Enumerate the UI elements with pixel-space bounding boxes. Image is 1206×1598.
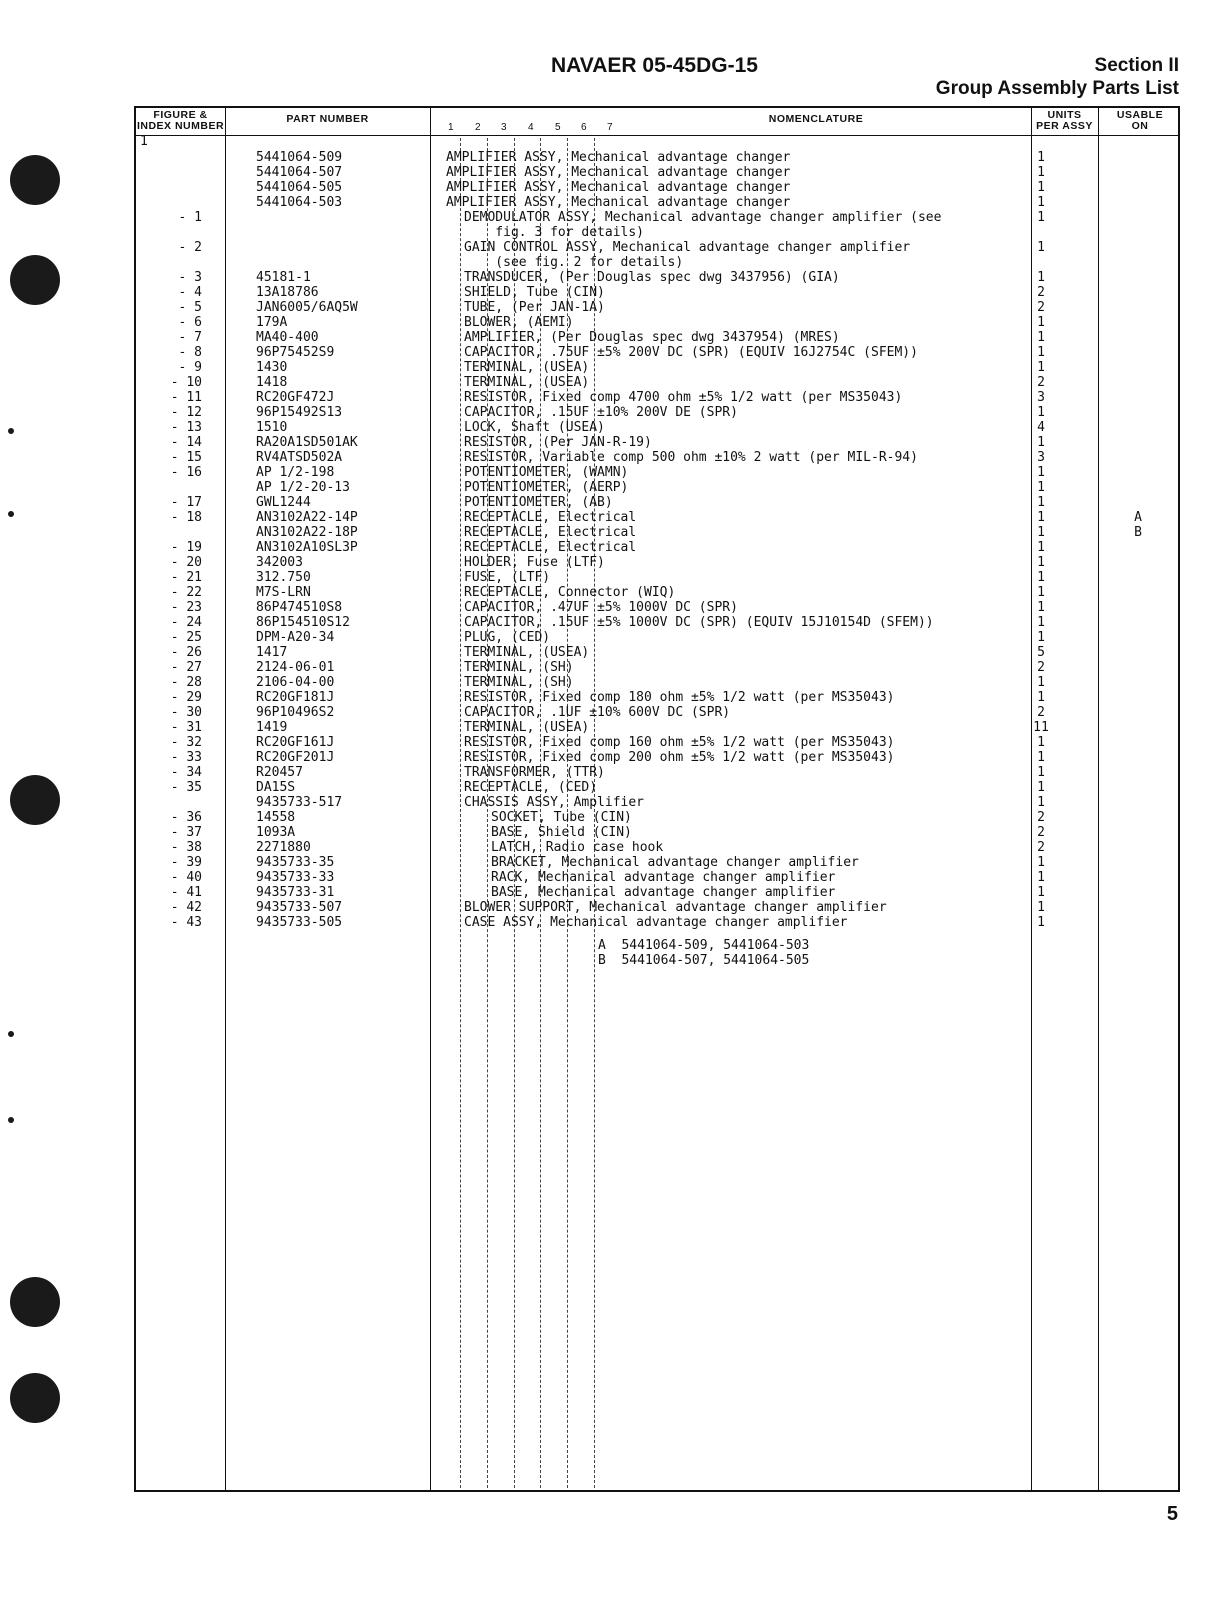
units-per-assy: 1 xyxy=(1037,750,1045,765)
page-number: 5 xyxy=(1166,1503,1178,1525)
nomenclature: LOCK, Shaft (USEA) xyxy=(464,420,605,435)
nomenclature: RECEPTACLE, Electrical xyxy=(464,540,637,555)
units-per-assy: 1 xyxy=(1037,465,1045,480)
units-per-assy: 1 xyxy=(1037,765,1045,780)
part-number: 13A18786 xyxy=(256,285,319,300)
index-number: - 6 xyxy=(178,315,202,330)
index-number: - 23 xyxy=(170,600,202,615)
part-number: M7S-LRN xyxy=(256,585,311,600)
index-number: - 39 xyxy=(170,855,202,870)
col-units-per-assy: UNITS PER ASSY xyxy=(1036,109,1093,132)
nomenclature: RESISTOR, Variable comp 500 ohm ±10% 2 watt (per MIL-R-94) xyxy=(464,450,918,465)
table-row xyxy=(136,720,1182,735)
nomenclature: FUSE, (LTF) xyxy=(464,570,551,585)
binder-hole xyxy=(10,775,60,825)
table-row xyxy=(136,255,1182,270)
units-per-assy: 1 xyxy=(1037,525,1045,540)
table-row xyxy=(136,165,1182,180)
table-row xyxy=(136,405,1182,420)
nomenclature: SHIELD, Tube (CIN) xyxy=(464,285,605,300)
index-number: - 2 xyxy=(178,240,202,255)
part-number: 342003 xyxy=(256,555,303,570)
section-header xyxy=(936,54,1179,100)
part-number: 312.750 xyxy=(256,570,311,585)
units-per-assy: 1 xyxy=(1037,915,1045,930)
part-number: 86P474510S8 xyxy=(256,600,343,615)
index-number: - 37 xyxy=(170,825,202,840)
nomenclature: BLOWER, (AEMI) xyxy=(464,315,574,330)
table-row xyxy=(136,600,1182,615)
figure-number-row xyxy=(136,134,1182,149)
units-per-assy: 2 xyxy=(1037,375,1045,390)
col-nomenclature: NOMENCLATURE xyxy=(768,113,864,125)
parts-list-table: FIGURE & INDEX NUMBER PART NUMBER 1 2 3 4 5 6 7 NOMENCLATURE UNITS PER ASSY USABLE ON 1 5441064-509 AMPLIFIER ASSY, Mechanical advantage changer 1 5441064-507 AMPLIFIER ASSY, Mechanical advantage changer 1 5441064-505 AMPLIFIER ASSY, Mechanical advantage changer 1 5441064-503 AMPLIFIER ASSY, Mechanical advantage changer 1 - 1 DEMODULATOR ASSY, Mechanical advantage changer amplifier (see 1 fig. 3 for details) - 2 GAIN CONTROL ASSY, Mechanical advantage changer amplifier 1 (see fig. 2 for details) - 3 45181-1 TRANSDUCER, (Per Douglas spec dwg 3437956) (GIA) 1 - 4 13A18786 SHIELD, Tube (CIN) 2 - 5 JAN6005/6AQ5W TUBE, (Per JAN-1A) 2 - 6 179A BLOWER, (AEMI) 1 - 7 MA40-400 AMPLIFIER, (Per Douglas spec dwg 3437954) (MRES) 1 - 8 96P75452S9 CAPACITOR, .75UF ±5% 200V DC (SPR) (EQUIV 16J2754C (SFEM)) 1 - 9 1430 TERMINAL, (USEA) 1 - 10 1418 TERMINAL, (USEA) 2 - 11 RC20GF472J RESISTOR, Fixed comp 4700 ohm ±5% 1/2 watt (per MS35043) 3 - 12 96P15492S13 CAPACITOR, .15UF ±10% 200V DE (SPR) 1 - 13 1510 LOCK, Shaft (USEA) 4 - 14 RA20A1SD501AK RESISTOR, (Per JAN-R-19) 1 - 15 RV4ATSD502A RESISTOR, Variable comp 500 ohm ±10% 2 watt (per MIL-R-94) 3 - 16 AP 1/2-198 POTENTIOMETER, (WAMN) 1 AP 1/2-20-13 POTENTIOMETER, (AERP) 1 - 17 GWL1244 POTENTIOMETER, (AB) 1 - 18 AN3102A22-14P RECEPTACLE, Electrical 1 A AN3102A22-18P RECEPTACLE, Electrical 1 B - 19 AN3102A10SL3P RECEPTACLE, Electrical 1 - 20 342003 HOLDER, Fuse (LTF) 1 - 21 312.750 FUSE, (LTF) 1 - 22 M7S-LRN RECEPTACLE, Connector (WIQ) 1 - 23 86P474510S8 CAPACITOR, .47UF ±5% 1000V DC (SPR) 1 - 24 86P154510S12 CAPACITOR, .15UF ±5% 1000V DC (SPR) (EQUIV 15J10154D (SFEM)) 1 - 25 DPM-A20-34 PLUG, (CED) 1 - 26 1417 TERMINAL, (USEA) 5 - 27 2124-06-01 TERMINAL, (SH) 2 - 28 2106-04-00 TERMINAL, (SH) 1 - 29 RC20GF181J RESISTOR, Fixed comp 180 ohm ±5% 1/2 watt (per MS35043) 1 - 30 96P10496S2 CAPACITOR, .1UF ±10% 600V DC (SPR) 2 - 31 1419 TERMINAL, (USEA) 11 - 32 RC20GF161J RESISTOR, Fixed comp 160 ohm ±5% 1/2 watt (per MS35043) 1 - 33 RC20GF201J RESISTOR, Fixed comp 200 ohm ±5% 1/2 watt (per MS35043) 1 - 34 R20457 TRANSFORMER, (TTR) 1 - 35 DA15S RECEPTACLE, (CED) 1 9435733-517 CHASSIS ASSY, Amplifier 1 - 36 14558 SOCKET, Tube (CIN) 2 - 37 1093A BASE, Shield (CIN) 2 - 38 2271880 LATCH, Radio case hook 2 - 39 9435733-35 BRACKET, Mechanical advantage changer amplifier 1 - 40 9435733-33 RACK, Mechanical advantage changer amplifier 1 - 41 9435733-31 BASE, Mechanical advantage changer amplifier 1 - 42 9435733-507 BLOWER SUPPORT, Mechanical advantage changer amplifier 1 - 43 9435733-505 CASE ASSY, Mechanical advantage changer amplifier 1 A 5441064-509, 5441064-503 B 5441064-507, 5441064-505 xyxy=(134,106,1180,1492)
part-number: 5441064-505 xyxy=(256,180,343,195)
table-row xyxy=(136,540,1182,555)
nomenclature: CAPACITOR, .15UF ±5% 1000V DC (SPR) (EQUIV 15J10154D (SFEM)) xyxy=(464,615,934,630)
units-per-assy: 2 xyxy=(1037,810,1045,825)
part-number: 9435733-33 xyxy=(256,870,335,885)
usable-on-code: B xyxy=(1134,525,1142,540)
index-number: - 1 xyxy=(178,210,202,225)
index-number: - 43 xyxy=(170,915,202,930)
units-per-assy: 1 xyxy=(1037,510,1045,525)
index-number: - 42 xyxy=(170,900,202,915)
nomenclature: HOLDER, Fuse (LTF) xyxy=(464,555,605,570)
part-number: 2271880 xyxy=(256,840,311,855)
units-per-assy: 1 xyxy=(1037,150,1045,165)
units-per-assy: 1 xyxy=(1037,270,1045,285)
nomenclature: AMPLIFIER ASSY, Mechanical advantage changer xyxy=(446,195,791,210)
table-row xyxy=(136,450,1182,465)
table-row xyxy=(136,150,1182,165)
table-row xyxy=(136,360,1182,375)
table-row xyxy=(136,690,1182,705)
table-row xyxy=(136,480,1182,495)
nomenclature: TERMINAL, (USEA) xyxy=(464,360,590,375)
index-number: - 12 xyxy=(170,405,202,420)
table-row xyxy=(136,705,1182,720)
table-row xyxy=(136,765,1182,780)
units-per-assy: 1 xyxy=(1037,885,1045,900)
units-per-assy: 1 xyxy=(1037,870,1045,885)
table-row xyxy=(136,870,1182,885)
part-number: 1510 xyxy=(256,420,288,435)
table-row xyxy=(136,300,1182,315)
part-number: AP 1/2-20-13 xyxy=(256,480,350,495)
index-number: - 4 xyxy=(178,285,202,300)
units-per-assy: 2 xyxy=(1037,300,1045,315)
nomenclature: TERMINAL, (USEA) xyxy=(464,720,590,735)
units-per-assy: 1 xyxy=(1037,195,1045,210)
part-number: AN3102A22-14P xyxy=(256,510,358,525)
nomenclature: LATCH, Radio case hook xyxy=(491,840,664,855)
nomenclature: POTENTIOMETER, (AB) xyxy=(464,495,613,510)
index-number: - 17 xyxy=(170,495,202,510)
index-number: - 13 xyxy=(170,420,202,435)
table-row xyxy=(136,825,1182,840)
table-row xyxy=(136,270,1182,285)
nomenclature: CAPACITOR, .1UF ±10% 600V DC (SPR) xyxy=(464,705,731,720)
units-per-assy: 1 xyxy=(1037,735,1045,750)
part-number: 14558 xyxy=(256,810,296,825)
units-per-assy: 1 xyxy=(1037,435,1045,450)
part-number: RC20GF161J xyxy=(256,735,335,750)
nomenclature: AMPLIFIER, (Per Douglas spec dwg 3437954) (MRES) xyxy=(464,330,840,345)
nomenclature: AMPLIFIER ASSY, Mechanical advantage changer xyxy=(446,165,791,180)
part-number: 5441064-503 xyxy=(256,195,343,210)
table-row xyxy=(136,375,1182,390)
part-number: 96P10496S2 xyxy=(256,705,335,720)
units-per-assy: 1 xyxy=(1037,180,1045,195)
index-number: - 9 xyxy=(178,360,202,375)
table-row xyxy=(136,915,1182,930)
part-number: 9435733-35 xyxy=(256,855,335,870)
units-per-assy: 5 xyxy=(1037,645,1045,660)
table-row xyxy=(136,840,1182,855)
part-number: DPM-A20-34 xyxy=(256,630,335,645)
binder-mark xyxy=(8,1031,14,1037)
nomenclature: TUBE, (Per JAN-1A) xyxy=(464,300,605,315)
table-row xyxy=(136,330,1182,345)
units-per-assy: 1 xyxy=(1037,165,1045,180)
part-number: GWL1244 xyxy=(256,495,311,510)
index-number: - 16 xyxy=(170,465,202,480)
table-row xyxy=(136,210,1182,225)
units-per-assy: 1 xyxy=(1037,675,1045,690)
units-per-assy: 2 xyxy=(1037,285,1045,300)
nomenclature: RACK, Mechanical advantage changer amplifier xyxy=(491,870,836,885)
part-number: AN3102A22-18P xyxy=(256,525,358,540)
table-row xyxy=(136,525,1182,540)
part-number: DA15S xyxy=(256,780,296,795)
figure-number: 1 xyxy=(140,134,148,149)
index-number: - 5 xyxy=(178,300,202,315)
part-number: 1093A xyxy=(256,825,296,840)
nomenclature: BRACKET, Mechanical advantage changer amplifier xyxy=(491,855,859,870)
part-number: 9435733-31 xyxy=(256,885,335,900)
units-per-assy: 1 xyxy=(1037,855,1045,870)
usable-on-code: A xyxy=(1134,510,1142,525)
units-per-assy: 1 xyxy=(1037,405,1045,420)
units-per-assy: 3 xyxy=(1037,450,1045,465)
index-number: - 32 xyxy=(170,735,202,750)
nomenclature: RESISTOR, Fixed comp 4700 ohm ±5% 1/2 watt (per MS35043) xyxy=(464,390,903,405)
nomenclature: CAPACITOR, .15UF ±10% 200V DE (SPR) xyxy=(464,405,738,420)
index-number: - 20 xyxy=(170,555,202,570)
index-number: - 7 xyxy=(178,330,202,345)
part-number: R20457 xyxy=(256,765,303,780)
nomenclature: RECEPTACLE, (CED) xyxy=(464,780,598,795)
index-number: - 38 xyxy=(170,840,202,855)
nomenclature: POTENTIOMETER, (WAMN) xyxy=(464,465,629,480)
part-number: AN3102A10SL3P xyxy=(256,540,358,555)
part-number: 9435733-507 xyxy=(256,900,343,915)
part-number: RA20A1SD501AK xyxy=(256,435,358,450)
nomenclature: CHASSIS ASSY, Amplifier xyxy=(464,795,645,810)
part-number: 5441064-507 xyxy=(256,165,343,180)
part-number: RC20GF201J xyxy=(256,750,335,765)
index-number: - 36 xyxy=(170,810,202,825)
units-per-assy: 1 xyxy=(1037,480,1045,495)
col-figure-index: FIGURE & INDEX NUMBER xyxy=(136,109,225,132)
index-number: - 11 xyxy=(170,390,202,405)
table-row xyxy=(136,345,1182,360)
units-per-assy: 1 xyxy=(1037,780,1045,795)
col-part-number: PART NUMBER xyxy=(286,113,369,125)
part-number: RC20GF472J xyxy=(256,390,335,405)
col-usable-on: USABLE ON xyxy=(1116,109,1164,132)
usable-note-a: A 5441064-509, 5441064-503 xyxy=(598,938,810,953)
part-number: 86P154510S12 xyxy=(256,615,350,630)
table-row xyxy=(136,180,1182,195)
index-number: - 35 xyxy=(170,780,202,795)
units-per-assy: 11 xyxy=(1033,720,1049,735)
index-number: - 21 xyxy=(170,570,202,585)
part-number: JAN6005/6AQ5W xyxy=(256,300,358,315)
nomenclature: TRANSFORMER, (TTR) xyxy=(464,765,605,780)
nomenclature: CAPACITOR, .47UF ±5% 1000V DC (SPR) xyxy=(464,600,738,615)
index-number: - 40 xyxy=(170,870,202,885)
nomenclature: RECEPTACLE, Electrical xyxy=(464,525,637,540)
table-row xyxy=(136,195,1182,210)
part-number: 1419 xyxy=(256,720,288,735)
nomenclature: DEMODULATOR ASSY, Mechanical advantage changer amplifier (see xyxy=(464,210,942,225)
usable-note-b: B 5441064-507, 5441064-505 xyxy=(598,953,810,968)
units-per-assy: 2 xyxy=(1037,825,1045,840)
binder-hole xyxy=(10,155,60,205)
nomenclature: BASE, Shield (CIN) xyxy=(491,825,632,840)
binder-mark xyxy=(8,1117,14,1123)
part-number: RC20GF181J xyxy=(256,690,335,705)
nomenclature: RESISTOR, Fixed comp 200 ohm ±5% 1/2 watt (per MS35043) xyxy=(464,750,895,765)
units-per-assy: 1 xyxy=(1037,615,1045,630)
units-per-assy: 1 xyxy=(1037,360,1045,375)
part-number: 45181-1 xyxy=(256,270,311,285)
nomenclature: RECEPTACLE, Electrical xyxy=(464,510,637,525)
units-per-assy: 1 xyxy=(1037,630,1045,645)
units-per-assy: 1 xyxy=(1037,240,1045,255)
part-number: MA40-400 xyxy=(256,330,319,345)
index-number: - 26 xyxy=(170,645,202,660)
units-per-assy: 2 xyxy=(1037,660,1045,675)
nomenclature: TERMINAL, (SH) xyxy=(464,660,574,675)
units-per-assy: 1 xyxy=(1037,540,1045,555)
index-number: - 3 xyxy=(178,270,202,285)
nomenclature: RESISTOR, Fixed comp 160 ohm ±5% 1/2 watt (per MS35043) xyxy=(464,735,895,750)
index-number: - 28 xyxy=(170,675,202,690)
nomenclature: POTENTIOMETER, (AERP) xyxy=(464,480,629,495)
index-number: - 10 xyxy=(170,375,202,390)
part-number: 1417 xyxy=(256,645,288,660)
index-number: - 25 xyxy=(170,630,202,645)
table-row xyxy=(136,585,1182,600)
nomenclature: CAPACITOR, .75UF ±5% 200V DC (SPR) (EQUIV 16J2754C (SFEM)) xyxy=(464,345,918,360)
section-label: Section II xyxy=(1094,55,1179,76)
table-row xyxy=(136,495,1182,510)
index-number: - 24 xyxy=(170,615,202,630)
nomenclature: BASE, Mechanical advantage changer amplifier xyxy=(491,885,836,900)
units-per-assy: 1 xyxy=(1037,585,1045,600)
part-number: RV4ATSD502A xyxy=(256,450,343,465)
section-title: Group Assembly Parts List xyxy=(935,78,1179,99)
index-number: - 14 xyxy=(170,435,202,450)
table-row xyxy=(136,435,1182,450)
nomenclature: TERMINAL, (USEA) xyxy=(464,645,590,660)
units-per-assy: 3 xyxy=(1037,390,1045,405)
units-per-assy: 1 xyxy=(1037,900,1045,915)
nomenclature: AMPLIFIER ASSY, Mechanical advantage changer xyxy=(446,180,791,195)
units-per-assy: 4 xyxy=(1037,420,1045,435)
index-number: - 41 xyxy=(170,885,202,900)
binder-hole xyxy=(10,255,60,305)
index-number: - 15 xyxy=(170,450,202,465)
table-row xyxy=(136,630,1182,645)
table-row xyxy=(136,810,1182,825)
part-number: 9435733-517 xyxy=(256,795,343,810)
table-row xyxy=(136,225,1182,240)
table-row xyxy=(136,750,1182,765)
table-row xyxy=(136,315,1182,330)
units-per-assy: 1 xyxy=(1037,690,1045,705)
table-row xyxy=(136,390,1182,405)
table-row xyxy=(136,510,1182,525)
binder-hole xyxy=(10,1277,60,1327)
table-row xyxy=(136,645,1182,660)
nomenclature: AMPLIFIER ASSY, Mechanical advantage changer xyxy=(446,150,791,165)
units-per-assy: 1 xyxy=(1037,315,1045,330)
nomenclature: TERMINAL, (USEA) xyxy=(464,375,590,390)
table-row xyxy=(136,885,1182,900)
index-number: - 19 xyxy=(170,540,202,555)
part-number: 1418 xyxy=(256,375,288,390)
binder-mark xyxy=(8,428,14,434)
table-row xyxy=(136,420,1182,435)
table-row xyxy=(136,285,1182,300)
part-number: 2106-04-00 xyxy=(256,675,335,690)
binder-hole xyxy=(10,1373,60,1423)
table-row xyxy=(136,795,1182,810)
units-per-assy: 2 xyxy=(1037,840,1045,855)
part-number: AP 1/2-198 xyxy=(256,465,335,480)
part-number: 2124-06-01 xyxy=(256,660,335,675)
index-number: - 34 xyxy=(170,765,202,780)
nomenclature: RESISTOR, (Per JAN-R-19) xyxy=(464,435,652,450)
table-row xyxy=(136,660,1182,675)
part-number: 179A xyxy=(256,315,288,330)
units-per-assy: 1 xyxy=(1037,555,1045,570)
nomenclature: TERMINAL, (SH) xyxy=(464,675,574,690)
nomenclature: GAIN CONTROL ASSY, Mechanical advantage changer amplifier xyxy=(464,240,911,255)
table-row xyxy=(136,465,1182,480)
part-number: 96P75452S9 xyxy=(256,345,335,360)
part-number: 9435733-505 xyxy=(256,915,343,930)
index-number: - 31 xyxy=(170,720,202,735)
binder-mark xyxy=(8,511,14,517)
part-number: 5441064-509 xyxy=(256,150,343,165)
document-number: NAVAER 05-45DG-15 xyxy=(551,54,758,77)
units-per-assy: 1 xyxy=(1037,210,1045,225)
nomenclature: TRANSDUCER, (Per Douglas spec dwg 3437956) (GIA) xyxy=(464,270,840,285)
table-row xyxy=(136,780,1182,795)
index-number: - 33 xyxy=(170,750,202,765)
table-row xyxy=(136,855,1182,870)
nomenclature: (see fig. 2 for details) xyxy=(464,255,684,270)
nomenclature: CASE ASSY, Mechanical advantage changer amplifier xyxy=(464,915,848,930)
nomenclature: RECEPTACLE, Connector (WIQ) xyxy=(464,585,676,600)
nomenclature: fig. 3 for details) xyxy=(464,225,645,240)
table-row xyxy=(136,675,1182,690)
units-per-assy: 2 xyxy=(1037,705,1045,720)
index-number: - 18 xyxy=(170,510,202,525)
nomenclature: RESISTOR, Fixed comp 180 ohm ±5% 1/2 watt (per MS35043) xyxy=(464,690,895,705)
nomenclature: BLOWER SUPPORT, Mechanical advantage changer amplifier xyxy=(464,900,887,915)
units-per-assy: 1 xyxy=(1037,795,1045,810)
nomenclature: PLUG, (CED) xyxy=(464,630,551,645)
table-row xyxy=(136,240,1182,255)
table-row xyxy=(136,570,1182,585)
units-per-assy: 1 xyxy=(1037,600,1045,615)
table-row xyxy=(136,900,1182,915)
index-number: - 30 xyxy=(170,705,202,720)
table-row xyxy=(136,735,1182,750)
units-per-assy: 1 xyxy=(1037,495,1045,510)
units-per-assy: 1 xyxy=(1037,345,1045,360)
index-number: - 27 xyxy=(170,660,202,675)
units-per-assy: 1 xyxy=(1037,330,1045,345)
units-per-assy: 1 xyxy=(1037,570,1045,585)
table-row xyxy=(136,615,1182,630)
index-number: - 22 xyxy=(170,585,202,600)
part-number: 1430 xyxy=(256,360,288,375)
table-row xyxy=(136,555,1182,570)
index-number: - 8 xyxy=(178,345,202,360)
nomenclature: SOCKET, Tube (CIN) xyxy=(491,810,632,825)
part-number: 96P15492S13 xyxy=(256,405,343,420)
index-number: - 29 xyxy=(170,690,202,705)
